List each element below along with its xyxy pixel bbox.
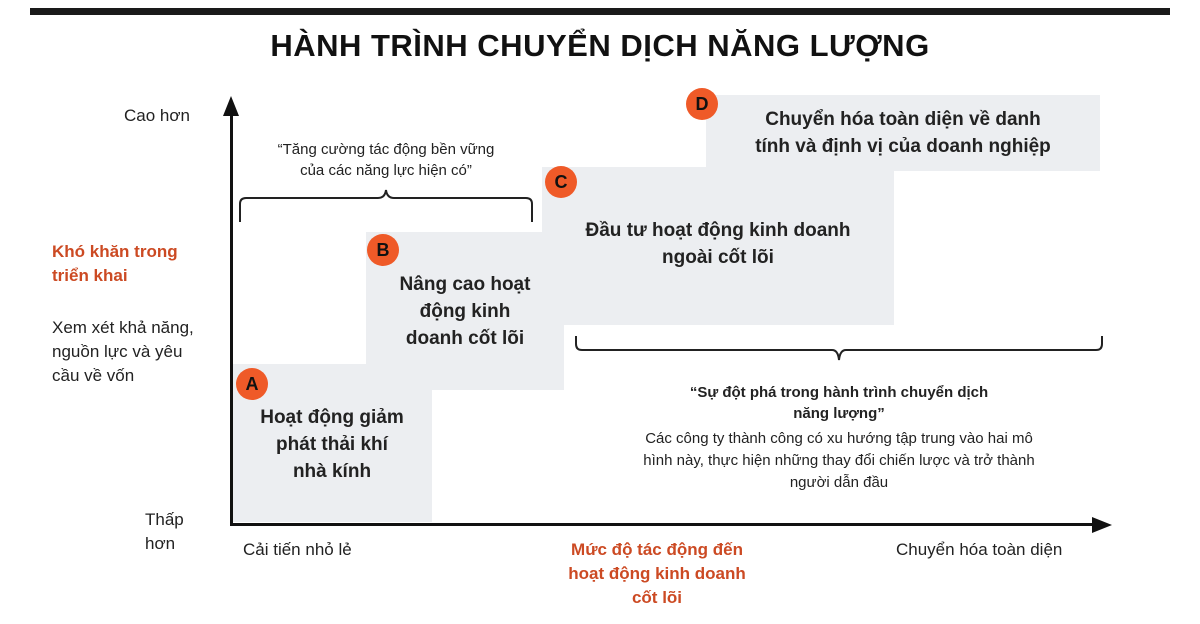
stage-b-text-line3: doanh cốt lõi xyxy=(405,328,525,349)
stage-a-text-line1: Hoạt động giảm xyxy=(260,407,404,428)
top-rule xyxy=(30,8,1170,15)
y-axis-desc-line2: nguồn lực và yêu xyxy=(52,342,183,361)
y-axis-heading-line1: Khó khăn trong xyxy=(52,242,178,261)
x-axis-left-label: Cải tiến nhỏ lẻ xyxy=(243,540,352,559)
stage-d-badge: D xyxy=(686,88,718,120)
page-title: HÀNH TRÌNH CHUYỂN DỊCH NĂNG LƯỢNG xyxy=(270,28,930,63)
stage-c-badge: C xyxy=(545,166,577,198)
x-axis-line xyxy=(230,523,1094,526)
y-axis-top-label: Cao hơn xyxy=(124,106,190,125)
y-axis-desc-line1: Xem xét khả năng, xyxy=(52,318,194,337)
stage-d-text-line1: Chuyển hóa toàn diện về danh xyxy=(765,109,1041,130)
x-axis-right-label: Chuyển hóa toàn diện xyxy=(896,540,1063,559)
right-bracket-desc-line2: hình này, thực hiện những thay đổi chiến lược và trở thành xyxy=(643,452,1035,469)
right-curly-bracket xyxy=(574,334,1104,364)
y-axis-bottom-line2: hơn xyxy=(145,534,176,553)
y-axis-heading-line2: triển khai xyxy=(52,266,128,285)
stage-d-text-line2: tính và định vị của doanh nghiệp xyxy=(755,136,1051,157)
x-axis-arrow-icon xyxy=(1092,517,1112,533)
right-bracket-desc-line3: người dẫn đầu xyxy=(789,474,889,491)
right-bracket-quote-line2: năng lượng” xyxy=(793,405,885,422)
stage-b-text-line2: động kinh xyxy=(419,301,511,322)
stage-c-text-line1: Đầu tư hoạt động kinh doanh xyxy=(585,220,851,241)
y-axis-arrow-icon xyxy=(223,96,239,116)
left-curly-bracket xyxy=(238,188,534,224)
stage-a-text-line2: phát thải khí xyxy=(276,434,388,455)
stage-b-text-line1: Nâng cao hoạt xyxy=(399,274,531,295)
stage-c-text-line2: ngoài cốt lõi xyxy=(662,247,774,268)
x-axis-heading-line1: Mức độ tác động đến xyxy=(571,540,743,559)
y-axis-bottom-line1: Thấp xyxy=(145,510,184,529)
y-axis-desc-line3: cầu về vốn xyxy=(52,366,135,385)
stage-b-badge: B xyxy=(367,234,399,266)
left-bracket-text-line1: “Tăng cường tác động bền vững xyxy=(277,141,495,158)
right-bracket-desc-line1: Các công ty thành công có xu hướng tập trung vào hai mô xyxy=(645,430,1033,447)
right-bracket-quote-line1: “Sự đột phá trong hành trình chuyển dịch xyxy=(689,384,989,401)
stage-a-badge: A xyxy=(236,368,268,400)
stage-a-text-line3: nhà kính xyxy=(292,461,372,482)
x-axis-heading-line3: cốt lõi xyxy=(631,588,683,607)
x-axis-heading-line2: hoạt động kinh doanh xyxy=(568,564,746,583)
left-bracket-text-line2: của các năng lực hiện có” xyxy=(300,162,472,179)
